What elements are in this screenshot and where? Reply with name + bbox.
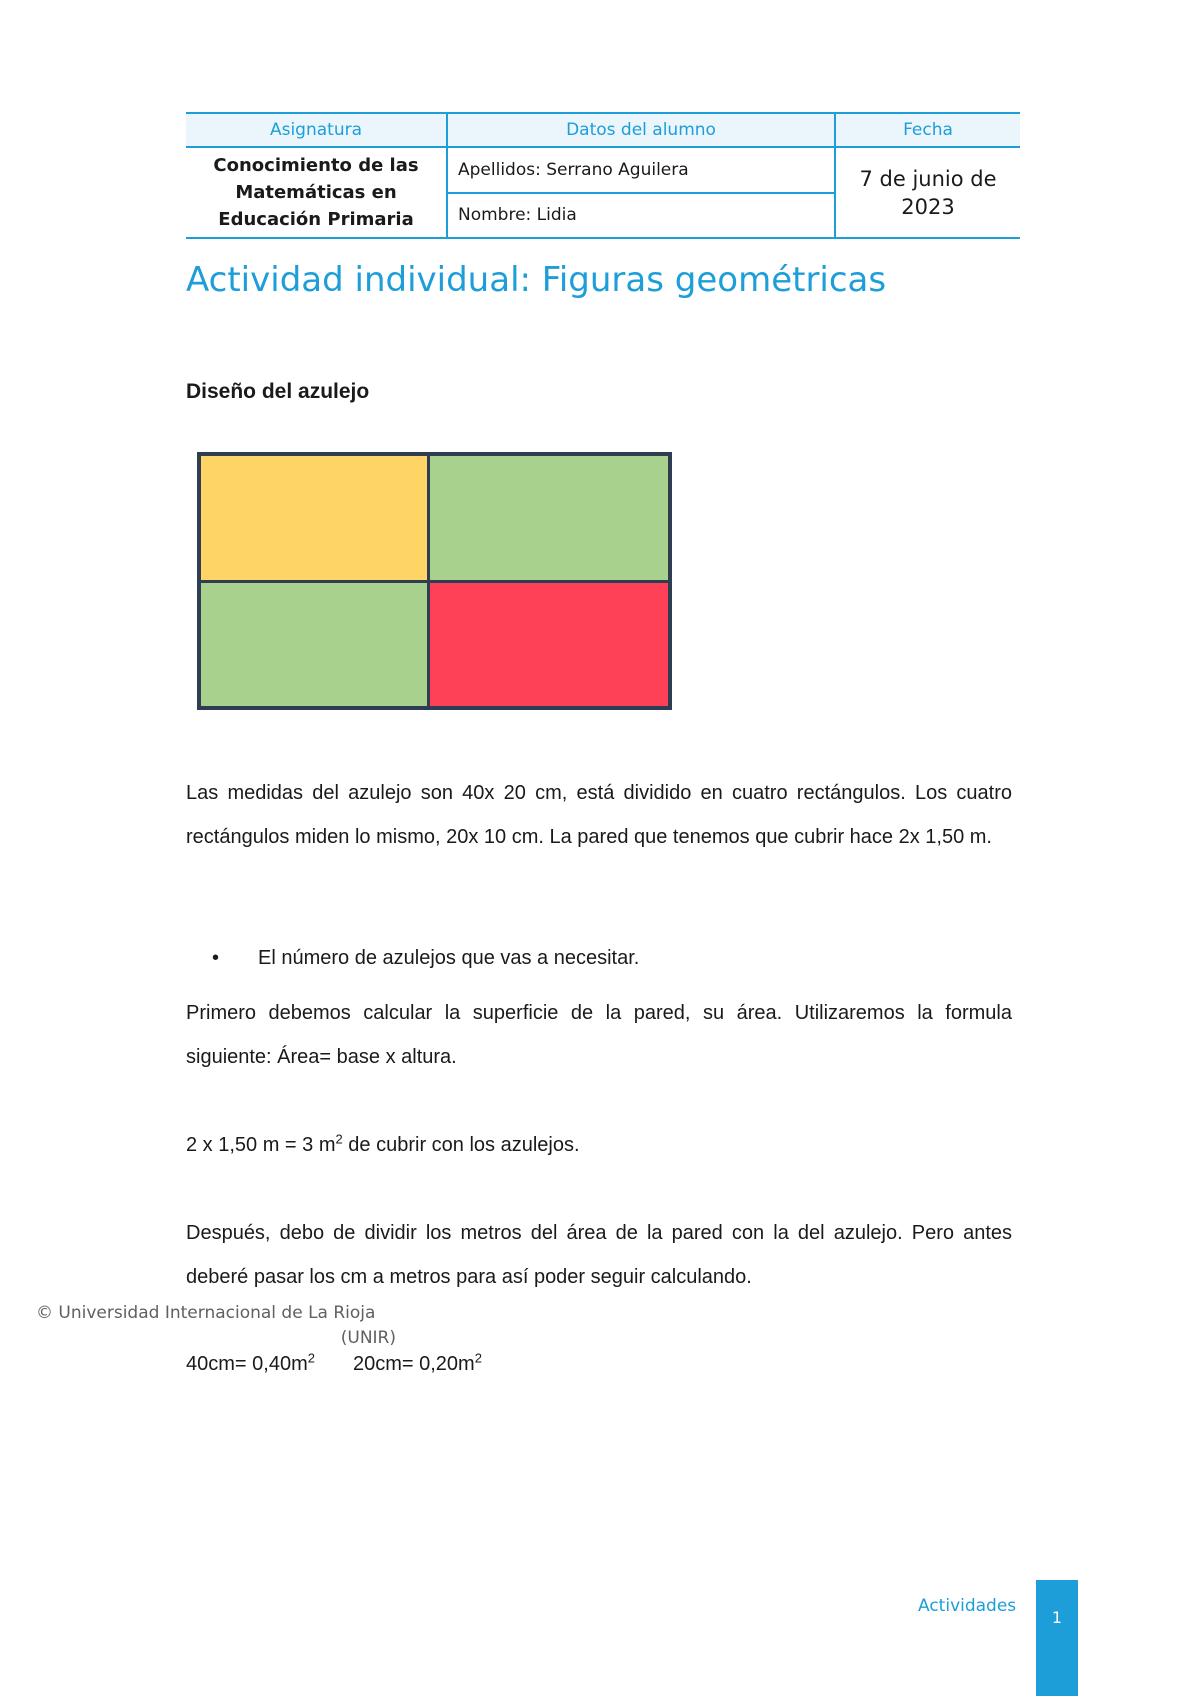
tile-design	[197, 452, 672, 710]
subject-line-2: Matemáticas en	[235, 182, 397, 203]
tile-rect-green-top	[429, 455, 669, 582]
footer-label: Actividades	[918, 1596, 1017, 1616]
paragraph-conversion: Después, debo de dividir los metros del área de la pared con la del azulejo. Pero antes deberé pasar los cm a metros para así poder seguir calculando.	[186, 1222, 1012, 1288]
bullet-item: El número de azulejos que vas a necesitar.	[258, 947, 640, 969]
tile-rect-green-bottom	[200, 582, 429, 707]
copyright-line-1: © Universidad Internacional de La Rioja	[36, 1303, 376, 1323]
bullet-dot-icon: •	[212, 947, 220, 969]
measure-2: 20cm= 0,20m	[352, 1353, 475, 1375]
equation-sup: 2	[335, 1131, 343, 1147]
date-cell	[835, 147, 1020, 238]
page-number: 1	[1036, 1580, 1078, 1696]
measure-1-sup: 2	[307, 1350, 315, 1366]
paragraph-measures: Las medidas del azulejo son 40x 20 cm, está dividido en cuatro rectángulos. Los cuatro rectángulos miden lo mismo, 20x 10 cm. La pared que tenemos que cubrir hace 2x 1,50 m.	[186, 782, 1012, 848]
subject-line-1: Conocimiento de las	[213, 155, 419, 176]
measures-line	[186, 1350, 482, 1376]
subject-line-3: Educación Primaria	[218, 209, 414, 230]
tile-rect-yellow	[200, 455, 429, 582]
student-name: Nombre: Lidia	[447, 193, 835, 239]
date-line-1: 7 de junio de	[859, 166, 997, 191]
measure-2-sup: 2	[474, 1350, 482, 1366]
equation-left: 2 x 1,50 m = 3 m	[186, 1134, 336, 1156]
section-subtitle: Diseño del azulejo	[186, 380, 370, 403]
equation-right: de cubrir con los azulejos.	[342, 1134, 580, 1156]
copyright-line-2: (UNIR)	[340, 1328, 396, 1348]
subject-cell	[186, 147, 447, 238]
student-surname: Apellidos: Serrano Aguilera	[447, 147, 835, 193]
equation-line	[186, 1123, 1012, 1167]
header-col-subject: Asignatura	[186, 113, 447, 147]
header-col-student: Datos del alumno	[447, 113, 835, 147]
copyright	[36, 1301, 396, 1351]
measure-1: 40cm= 0,40m	[186, 1353, 308, 1375]
tile-rect-red	[429, 582, 669, 707]
header-table	[186, 112, 1020, 239]
paragraph-area: Primero debemos calcular la superficie de la pared, su área. Utilizaremos la formula siguiente: Área= base x altura.	[186, 1002, 1012, 1068]
date-line-2: 2023	[901, 194, 955, 219]
header-col-date: Fecha	[835, 113, 1020, 147]
page-title: Actividad individual: Figuras geométricas	[186, 260, 887, 300]
